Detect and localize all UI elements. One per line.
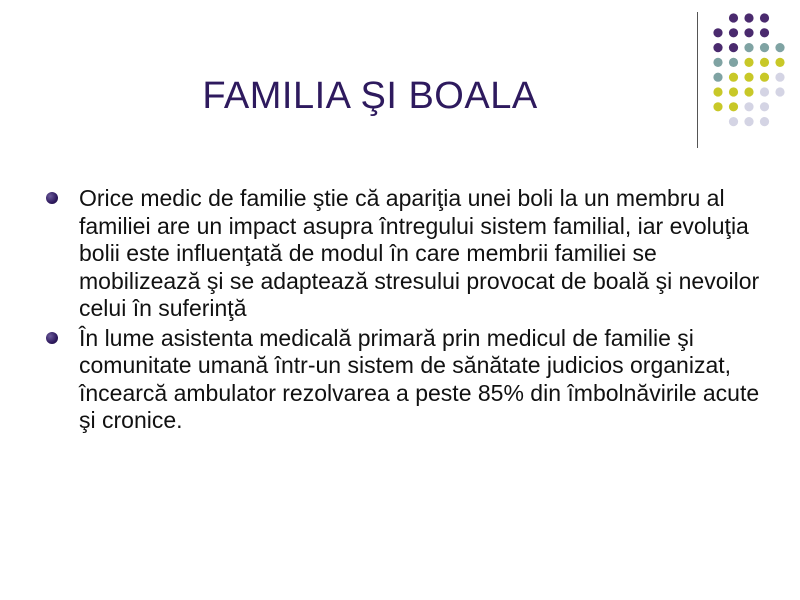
bullet-list bbox=[46, 185, 760, 435]
bullet-dot-icon bbox=[46, 192, 58, 204]
decorative-dot bbox=[775, 73, 784, 82]
bullet-text: Orice medic de familie ştie că apariţia unei boli la un membru al familiei are un impact asupra întregului sistem familial, iar evoluţia bolii este influenţată de modul în care membrii familiei se mobilizează şi se adaptează stresului provocat de boală şi nevoilor celui în suferinţă bbox=[79, 185, 760, 321]
decorative-dot bbox=[744, 102, 753, 111]
decorative-dot bbox=[760, 87, 769, 96]
decorative-dot bbox=[744, 58, 753, 67]
decorative-dot bbox=[729, 28, 738, 37]
decorative-dot bbox=[729, 13, 738, 22]
decorative-dot bbox=[713, 58, 722, 67]
bullet-text: În lume asistenta medicală primară prin medicul de familie şi comunitate umană într-un sistem de sănătate judicios organizat, încearcă ambulator rezolvarea a peste 85% din îmbolnăvirile acute şi cronice. bbox=[79, 324, 760, 433]
decorative-dot bbox=[744, 73, 753, 82]
decorative-dot bbox=[760, 73, 769, 82]
decorative-dot bbox=[744, 13, 753, 22]
bullet-item bbox=[46, 325, 760, 435]
decorative-dot bbox=[744, 43, 753, 52]
decorative-dot bbox=[729, 58, 738, 67]
decorative-dot bbox=[744, 87, 753, 96]
decorative-dot bbox=[713, 28, 722, 37]
slide-title: FAMILIA ŞI BOALA bbox=[202, 75, 538, 117]
decorative-dot bbox=[760, 102, 769, 111]
decorative-dot bbox=[760, 117, 769, 126]
decorative-dot bbox=[744, 28, 753, 37]
decorative-dot bbox=[760, 43, 769, 52]
decorative-dot bbox=[760, 58, 769, 67]
decorative-dot bbox=[775, 87, 784, 96]
decorative-dot bbox=[775, 43, 784, 52]
decorative-dot bbox=[760, 28, 769, 37]
decorative-dot bbox=[744, 117, 753, 126]
bullet-item bbox=[46, 185, 760, 323]
decorative-dot bbox=[775, 58, 784, 67]
bullet-dot-icon bbox=[46, 332, 58, 344]
decorative-dot bbox=[713, 43, 722, 52]
slide-content bbox=[46, 185, 760, 437]
decorative-dot bbox=[729, 43, 738, 52]
decorative-dot bbox=[760, 13, 769, 22]
